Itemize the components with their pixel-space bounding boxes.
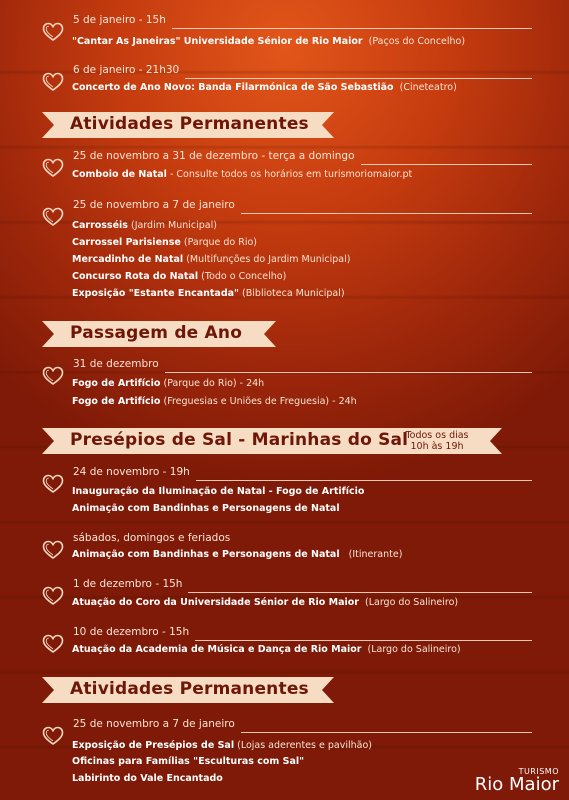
- logo-text: Rio Maior: [474, 774, 559, 795]
- event-date: 31 de dezembro: [73, 358, 159, 370]
- event-item: "Cantar As Janeiras" Universidade Sénior de Rio Maior (Paços do Concelho): [72, 36, 466, 47]
- turismo-rio-maior-logo: [475, 767, 559, 794]
- event-item: Fogo de Artifício (Parque do Rio) - 24h: [72, 378, 265, 389]
- heart-icon: [42, 22, 64, 42]
- section-banner-passagem-de-ano: [42, 321, 276, 347]
- heart-icon: [42, 540, 64, 560]
- event-item: Inauguração da Iluminação de Natal - Fogo de Artifício: [72, 486, 365, 497]
- divider: [172, 28, 532, 29]
- event-item: Animação com Bandinhas e Personagens de Natal: [72, 503, 340, 514]
- heart-icon: [42, 634, 64, 654]
- event-date: sábados, domingos e feriados: [73, 532, 231, 544]
- divider: [188, 592, 532, 593]
- divider: [241, 732, 532, 733]
- event-item: Carrosséis (Jardim Municipal): [72, 220, 217, 231]
- event-date: 25 de novembro a 7 de janeiro: [73, 199, 235, 211]
- heart-icon: [42, 207, 64, 227]
- divider: [185, 78, 532, 79]
- event-date: 10 de dezembro - 15h: [73, 626, 190, 638]
- schedule-note: [396, 430, 478, 452]
- event-item: Concurso Rota do Natal (Todo o Concelho): [72, 271, 287, 282]
- section-banner-atividades-permanentes: [42, 677, 334, 703]
- event-date: 25 de novembro a 7 de janeiro: [73, 718, 235, 730]
- heart-icon: [42, 474, 64, 494]
- event-item: Labirinto do Vale Encantado: [72, 773, 223, 784]
- heart-icon: [42, 726, 64, 746]
- event-date: 1 de dezembro - 15h: [73, 578, 183, 590]
- event-date: 6 de janeiro - 21h30: [73, 64, 180, 76]
- event-item: Exposição "Estante Encantada" (Biblioteca Municipal): [72, 288, 345, 299]
- divider: [196, 480, 532, 481]
- divider: [361, 164, 532, 165]
- heart-icon: [42, 158, 64, 178]
- heart-icon: [42, 72, 64, 92]
- section-title: Atividades Permanentes: [70, 114, 309, 134]
- schedule-note-line: Todos os dias: [405, 430, 469, 441]
- schedule-note-line: 10h às 19h: [410, 441, 464, 452]
- event-date: 24 de novembro - 19h: [73, 466, 190, 478]
- event-item: Atuação do Coro da Universidade Sénior de Rio Maior (Largo do Salineiro): [72, 597, 459, 608]
- divider: [165, 372, 532, 373]
- event-item: Mercadinho de Natal (Multifunções do Jardim Municipal): [72, 254, 351, 265]
- section-banner-atividades-permanentes: [42, 112, 334, 138]
- divider: [195, 640, 532, 641]
- event-item: Carrossel Parisiense (Parque do Rio): [72, 237, 258, 248]
- event-item: Oficinas para Famílias "Esculturas com Sal": [72, 756, 305, 767]
- logo-small-text: TURISMO: [518, 767, 559, 776]
- section-title: Passagem de Ano: [70, 323, 243, 343]
- heart-icon: [42, 366, 64, 386]
- section-title: Presépios de Sal - Marinhas do Sal: [70, 430, 409, 450]
- divider: [241, 213, 532, 214]
- heart-icon: [42, 586, 64, 606]
- event-item: Comboio de Natal - Consulte todos os horários em turismoriomaior.pt: [72, 169, 413, 180]
- section-title: Atividades Permanentes: [70, 679, 309, 699]
- event-item: Atuação da Academia de Música e Dança de Rio Maior (Largo do Salineiro): [72, 644, 461, 655]
- event-item: Exposição de Presépios de Sal (Lojas aderentes e pavilhão): [72, 740, 372, 751]
- event-item: Fogo de Artifício (Freguesias e Uniões de Freguesia) - 24h: [72, 396, 357, 407]
- event-date: 25 de novembro a 31 de dezembro - terça a domingo: [73, 150, 355, 162]
- event-item: Concerto de Ano Novo: Banda Filarmónica de São Sebastião (Cineteatro): [72, 82, 457, 93]
- event-date: 5 de janeiro - 15h: [73, 14, 166, 26]
- event-item: Animação com Bandinhas e Personagens de Natal (Itinerante): [72, 549, 403, 560]
